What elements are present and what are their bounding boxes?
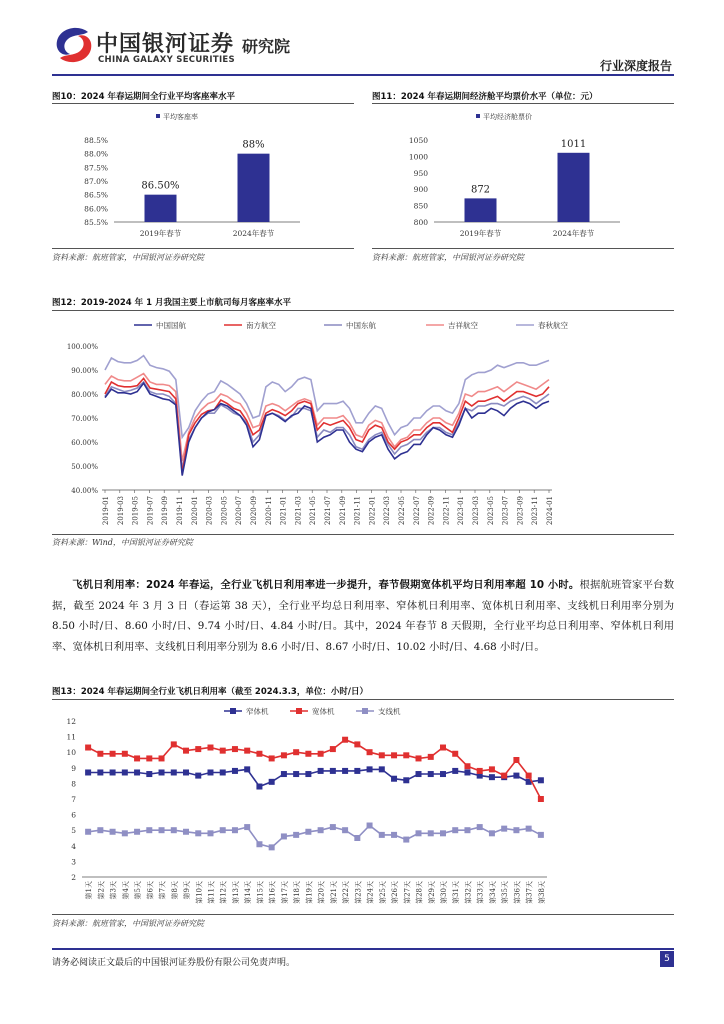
x-tick-label: 2023-11 <box>531 496 540 526</box>
data-point <box>293 771 299 777</box>
fig11-title: 图11：2024 年春运期间经济舱平均票价水平（单位：元） <box>372 92 598 102</box>
x-tick-label: 2020-03 <box>205 496 214 526</box>
fig13-source: 资料来源：航班管家，中国银河证券研究院 <box>52 919 204 928</box>
x-tick-label: 2019年春节 <box>139 229 182 238</box>
y-tick-label: 87.5% <box>84 163 108 173</box>
legend-label: 春秋航空 <box>538 321 568 330</box>
y-tick-label: 7 <box>71 795 76 804</box>
x-tick-label: 2020-01 <box>190 496 199 526</box>
x-tick-label: 第4天 <box>121 881 130 900</box>
data-point <box>342 768 348 774</box>
y-tick-label: 5 <box>71 826 76 836</box>
fig10-chart <box>52 106 354 244</box>
fig13-title-rule <box>52 699 674 700</box>
bar-value-label: 1011 <box>560 138 587 150</box>
data-point <box>538 832 544 838</box>
x-tick-label: 2019-03 <box>116 496 125 526</box>
data-point <box>256 841 262 847</box>
y-tick-label: 2 <box>71 873 76 882</box>
x-tick-label: 2023-01 <box>457 496 466 526</box>
data-point <box>281 752 287 758</box>
x-tick-label: 2020-05 <box>220 496 229 526</box>
x-tick-label: 第13天 <box>231 881 240 904</box>
data-point <box>501 826 507 832</box>
fig13-chart <box>52 701 674 913</box>
data-point <box>526 773 532 779</box>
data-point <box>146 771 152 777</box>
data-point <box>342 737 348 743</box>
fig13-title: 图13：2024 年春运期间全行业飞机日利用率（截至 2024.3.3，单位：小时/日） <box>52 687 368 697</box>
legend-label: 宽体机 <box>312 707 335 716</box>
data-point <box>330 824 336 830</box>
fig12-source: 资料来源：Wind，中国银河证券研究院 <box>52 538 193 547</box>
x-tick-label: 第18天 <box>293 881 302 904</box>
data-point <box>110 769 116 775</box>
data-point <box>379 766 385 772</box>
x-tick-label: 第15天 <box>256 881 265 904</box>
data-point <box>526 826 532 832</box>
y-tick-label: 10 <box>66 748 76 758</box>
x-tick-label: 2023-05 <box>486 496 495 526</box>
x-tick-label: 2022-11 <box>442 496 451 526</box>
series-line <box>88 740 541 799</box>
data-point <box>489 766 495 772</box>
x-tick-label: 第34天 <box>488 881 497 904</box>
data-point <box>183 748 189 754</box>
x-tick-label: 2019-11 <box>176 496 184 526</box>
data-point <box>232 768 238 774</box>
x-tick-label: 第21天 <box>329 881 338 904</box>
institute-label: 研究院 <box>242 37 291 56</box>
data-point <box>318 768 324 774</box>
x-tick-label: 第8天 <box>170 881 179 900</box>
series-line <box>105 383 549 475</box>
fig10-title: 图10：2024 年春运期间全行业平均客座率水平 <box>52 92 235 102</box>
data-point <box>183 829 189 835</box>
fig11-source-rule <box>372 248 674 249</box>
y-tick-label: 9 <box>71 763 76 773</box>
x-tick-label: 第31天 <box>452 881 461 904</box>
data-point <box>428 830 434 836</box>
data-point <box>85 769 91 775</box>
data-point <box>207 769 213 775</box>
y-tick-label: 80.00% <box>71 391 98 399</box>
y-tick-label: 1000 <box>408 152 428 162</box>
data-point <box>391 776 397 782</box>
report-type: 行业深度报告 <box>599 59 672 73</box>
utilization-paragraph <box>52 575 674 657</box>
x-tick-label: 第23天 <box>354 881 363 904</box>
data-point <box>293 832 299 838</box>
data-point <box>538 796 544 802</box>
data-point <box>391 832 397 838</box>
data-point <box>379 832 385 838</box>
x-tick-label: 第1天 <box>85 881 94 900</box>
data-point <box>403 777 409 783</box>
x-tick-label: 2019-09 <box>161 496 170 526</box>
x-tick-label: 2021-01 <box>279 496 288 526</box>
fig12-title-rule <box>52 310 674 311</box>
x-tick-label: 2023-03 <box>472 496 480 526</box>
data-point <box>159 827 165 833</box>
legend-label: 窄体机 <box>246 707 269 716</box>
header-rule <box>52 74 674 76</box>
data-point <box>171 827 177 833</box>
x-tick-label: 2021-09 <box>338 496 347 526</box>
data-point <box>452 827 458 833</box>
y-tick-label: 850 <box>413 201 428 211</box>
data-point <box>452 768 458 774</box>
bar <box>145 195 177 222</box>
x-tick-label: 第20天 <box>317 881 326 904</box>
data-point <box>513 827 519 833</box>
y-tick-label: 88.0% <box>84 149 108 159</box>
data-point <box>195 830 201 836</box>
series-line <box>105 356 549 438</box>
data-point <box>501 773 507 779</box>
fig11-title-rule <box>372 103 674 104</box>
x-tick-label: 第3天 <box>109 881 118 900</box>
data-point <box>159 769 165 775</box>
data-point <box>110 829 116 835</box>
legend-label: 平均客座率 <box>163 113 198 121</box>
paragraph-body: 根据航班管家平台数据，截至 2024 年 3 月 3 日（春运第 38 天），全行业平均总日利用率、窄体机日利用率、宽体机日利用率、支线机日利用率分别为 8.50 小时/日、8.60 小时/日、9.74 小时/日、4.84 小时/日。其中，2024 年春节 8 天假期，全行业平均总日利用率、窄体机日利用率、宽体机日利用率、支线机日利用率分别为 8.6 小时/日、8.67 小时/日、10.02 小时/日、4.68 小时/日。 <box>52 579 675 653</box>
x-tick-label: 2020-11 <box>264 496 273 526</box>
x-tick-label: 第30天 <box>439 881 448 904</box>
data-point <box>159 755 165 761</box>
data-point <box>318 827 324 833</box>
x-tick-label: 第35天 <box>501 881 510 904</box>
legend-marker <box>362 708 368 714</box>
data-point <box>171 769 177 775</box>
x-tick-label: 2019年春节 <box>459 229 502 238</box>
x-tick-label: 2024-01 <box>546 496 554 526</box>
fig10-source: 资料来源：航班管家，中国银河证券研究院 <box>52 253 204 262</box>
legend-label: 中国东航 <box>346 321 376 330</box>
y-tick-label: 60.00% <box>71 439 98 447</box>
data-point <box>269 755 275 761</box>
x-tick-label: 2022-07 <box>412 496 421 526</box>
x-tick-label: 2022-09 <box>427 496 436 526</box>
data-point <box>367 766 373 772</box>
data-point <box>440 830 446 836</box>
fig12-chart <box>52 312 674 532</box>
data-point <box>379 752 385 758</box>
y-tick-label: 90.00% <box>71 367 98 375</box>
data-point <box>330 746 336 752</box>
data-point <box>134 755 140 761</box>
legend-marker <box>296 708 302 714</box>
x-tick-label: 第6天 <box>146 881 155 900</box>
x-tick-label: 第14天 <box>244 881 253 904</box>
data-point <box>318 751 324 757</box>
data-point <box>440 771 446 777</box>
data-point <box>207 745 213 751</box>
data-point <box>220 748 226 754</box>
data-point <box>256 784 262 790</box>
data-point <box>305 771 311 777</box>
y-tick-label: 50.00% <box>71 463 98 471</box>
data-point <box>403 837 409 843</box>
data-point <box>293 749 299 755</box>
legend-swatch <box>476 114 480 118</box>
data-point <box>513 773 519 779</box>
data-point <box>269 779 275 785</box>
x-tick-label: 第16天 <box>268 881 277 904</box>
data-point <box>220 769 226 775</box>
y-tick-label: 87.0% <box>84 177 108 186</box>
data-point <box>244 824 250 830</box>
x-tick-label: 2019-07 <box>146 496 155 526</box>
data-point <box>232 746 238 752</box>
data-point <box>281 833 287 839</box>
data-point <box>440 745 446 751</box>
data-point <box>477 768 483 774</box>
legend-label: 中国国航 <box>156 321 186 330</box>
y-tick-label: 6 <box>71 810 76 820</box>
y-tick-label: 40.00% <box>71 487 98 495</box>
x-tick-label: 第33天 <box>476 881 485 904</box>
x-tick-label: 第27天 <box>403 881 412 904</box>
data-point <box>97 751 103 757</box>
data-point <box>452 751 458 757</box>
x-tick-label: 第38天 <box>537 881 546 904</box>
y-tick-label: 70.00% <box>71 415 98 423</box>
data-point <box>489 774 495 780</box>
data-point <box>464 827 470 833</box>
galaxy-logo-icon <box>52 24 96 66</box>
x-tick-label: 2024年春节 <box>232 229 275 238</box>
x-tick-label: 2021-11 <box>353 496 362 526</box>
x-tick-label: 2022-03 <box>383 496 392 526</box>
bar <box>238 154 270 222</box>
data-point <box>134 829 140 835</box>
footer-rule <box>52 948 674 950</box>
data-point <box>330 768 336 774</box>
y-tick-label: 86.0% <box>84 204 108 214</box>
data-point <box>416 771 422 777</box>
legend-label: 支线机 <box>378 707 401 716</box>
bar-value-label: 88% <box>242 139 265 151</box>
data-point <box>171 741 177 747</box>
data-point <box>122 751 128 757</box>
data-point <box>122 769 128 775</box>
y-tick-label: 88.5% <box>84 136 108 145</box>
x-tick-label: 第5天 <box>134 881 143 900</box>
data-point <box>244 766 250 772</box>
data-point <box>85 829 91 835</box>
x-tick-label: 2019-05 <box>131 496 140 526</box>
x-tick-label: 第29天 <box>427 881 436 904</box>
legend-label: 平均经济舱票价 <box>483 113 532 121</box>
y-tick-label: 100.00% <box>66 343 98 351</box>
bar <box>465 198 497 222</box>
data-point <box>232 827 238 833</box>
x-tick-label: 2023-09 <box>516 496 525 526</box>
legend-marker <box>230 708 236 714</box>
x-tick-label: 第17天 <box>280 881 289 904</box>
data-point <box>146 755 152 761</box>
data-point <box>256 751 262 757</box>
x-tick-label: 2021-05 <box>309 496 318 526</box>
legend-label: 吉祥航空 <box>448 321 478 330</box>
data-point <box>110 751 116 757</box>
y-tick-label: 1050 <box>408 136 428 145</box>
x-tick-label: 2023-07 <box>501 496 510 526</box>
fig11-chart <box>372 106 674 244</box>
data-point <box>477 824 483 830</box>
y-tick-label: 11 <box>66 732 76 742</box>
x-tick-label: 第11天 <box>207 881 216 904</box>
x-tick-label: 第28天 <box>415 881 424 904</box>
x-tick-label: 2021-07 <box>324 496 332 526</box>
y-tick-label: 800 <box>413 218 428 227</box>
data-point <box>85 745 91 751</box>
x-tick-label: 2022-01 <box>368 496 377 526</box>
data-point <box>403 752 409 758</box>
x-tick-label: 2024年春节 <box>552 229 595 238</box>
data-point <box>183 769 189 775</box>
disclaimer: 请务必阅读正文最后的中国银河证券股份有限公司免责声明。 <box>52 958 296 968</box>
y-tick-label: 8 <box>71 779 76 789</box>
x-tick-label: 第12天 <box>219 881 228 904</box>
data-point <box>134 769 140 775</box>
x-tick-label: 第2天 <box>97 881 106 900</box>
data-point <box>513 757 519 763</box>
data-point <box>428 771 434 777</box>
data-point <box>354 835 360 841</box>
x-tick-label: 第19天 <box>305 881 314 904</box>
company-logo-english: CHINA GALAXY SECURITIES <box>98 55 235 65</box>
data-point <box>97 827 103 833</box>
data-point <box>97 769 103 775</box>
series-line <box>88 826 541 848</box>
data-point <box>281 771 287 777</box>
x-tick-label: 第32天 <box>464 881 473 904</box>
data-point <box>122 830 128 836</box>
y-tick-label: 900 <box>413 185 428 195</box>
data-point <box>354 741 360 747</box>
data-point <box>269 844 275 850</box>
data-point <box>464 763 470 769</box>
fig12-source-rule <box>52 534 674 535</box>
data-point <box>342 827 348 833</box>
x-tick-label: 2021-03 <box>294 496 303 526</box>
data-point <box>464 769 470 775</box>
x-tick-label: 第26天 <box>391 881 400 904</box>
y-tick-label: 12 <box>66 717 76 726</box>
x-tick-label: 2019-01 <box>102 496 110 526</box>
data-point <box>305 829 311 835</box>
y-tick-label: 3 <box>71 857 76 867</box>
series-line <box>105 374 549 462</box>
company-logo-text: 中国银河证券 <box>96 32 235 57</box>
x-tick-label: 2020-09 <box>250 496 258 526</box>
x-tick-label: 第9天 <box>183 881 192 900</box>
x-tick-label: 第36天 <box>513 881 522 904</box>
data-point <box>220 827 226 833</box>
page-number: 5 <box>660 951 674 967</box>
series-line <box>88 769 541 786</box>
data-point <box>416 755 422 761</box>
x-tick-label: 第37天 <box>525 881 534 904</box>
x-tick-label: 第7天 <box>158 881 167 900</box>
y-tick-label: 950 <box>413 168 428 178</box>
data-point <box>207 830 213 836</box>
fig13-source-rule <box>52 914 674 915</box>
data-point <box>195 746 201 752</box>
data-point <box>305 751 311 757</box>
y-tick-label: 86.5% <box>84 190 108 200</box>
series-line <box>105 378 549 473</box>
data-point <box>354 768 360 774</box>
y-tick-label: 85.5% <box>84 218 108 227</box>
y-tick-label: 4 <box>71 841 76 851</box>
x-tick-label: 2022-05 <box>398 496 406 526</box>
data-point <box>538 777 544 783</box>
data-point <box>367 823 373 829</box>
fig12-title: 图12：2019-2024 年 1 月我国主要上市航司每月客座率水平 <box>52 298 291 308</box>
fig11-source: 资料来源：航班管家，中国银河证券研究院 <box>372 253 524 262</box>
data-point <box>428 754 434 760</box>
legend-swatch <box>156 114 160 118</box>
bar-value-label: 86.50% <box>141 180 180 192</box>
data-point <box>489 830 495 836</box>
x-tick-label: 2020-07 <box>235 496 244 526</box>
legend-label: 南方航空 <box>246 321 276 330</box>
bar <box>558 153 590 222</box>
x-tick-label: 第22天 <box>342 881 351 904</box>
paragraph-lead: 飞机日利用率：2024 年春运，全行业飞机日利用率进一步提升，春节假期宽体机平均日利用率超 10 小时。 <box>72 579 580 591</box>
data-point <box>146 827 152 833</box>
fig10-title-rule <box>52 103 354 104</box>
x-tick-label: 第24天 <box>366 881 375 904</box>
data-point <box>195 773 201 779</box>
x-tick-label: 第10天 <box>195 881 204 904</box>
x-tick-label: 第25天 <box>378 881 387 904</box>
data-point <box>367 749 373 755</box>
fig10-source-rule <box>52 248 354 249</box>
bar-value-label: 872 <box>470 184 491 196</box>
data-point <box>391 752 397 758</box>
data-point <box>416 830 422 836</box>
data-point <box>244 748 250 754</box>
